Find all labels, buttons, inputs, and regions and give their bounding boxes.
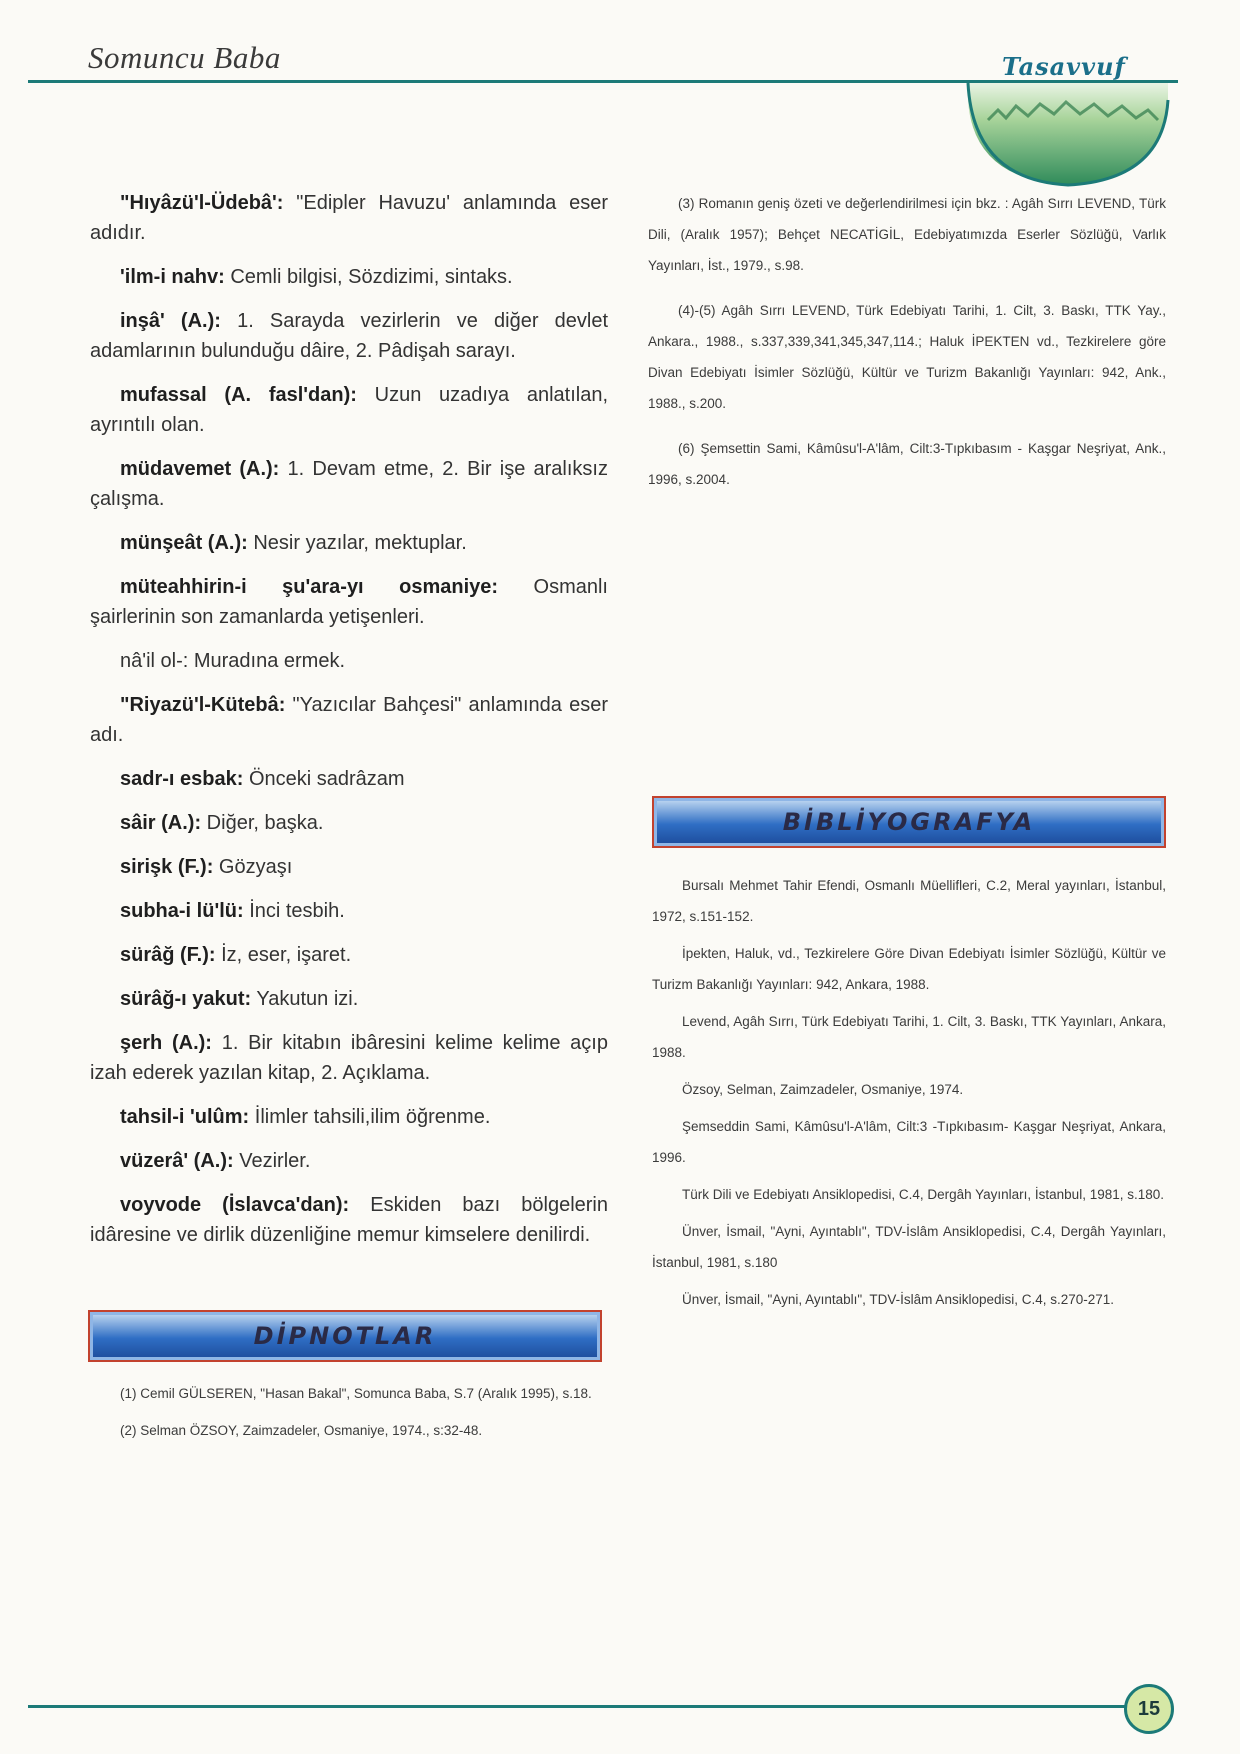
magazine-title: Somuncu Baba [88, 40, 281, 75]
glossary-definition: 1. Bir kitabın ibâresini kelime kelime açıp izah ederek yazılan kitap, 2. Açıklama. [90, 1032, 608, 1084]
glossary-entry [90, 896, 608, 926]
dipnotlar-list [90, 1378, 608, 1452]
bibliography-item: Ünver, İsmail, "Ayni, Ayıntablı", TDV-İslâm Ansiklopedisi, C.4, Dergâh Yayınları, İstanbul, 1981, s.180 [652, 1224, 1166, 1270]
glossary-definition: Diğer, başka. [201, 812, 324, 834]
glossary-term: müdavemet (A.): [120, 458, 280, 480]
left-column [90, 188, 608, 1264]
glossary-entry [90, 454, 608, 514]
glossary-entry [90, 940, 608, 970]
glossary-term: sürâğ-ı yakut: [120, 988, 252, 1010]
glossary-term: sadr-ı esbak: [120, 768, 244, 790]
glossary-term: "Riyazü'l-Kütebâ: [120, 694, 286, 716]
glossary-entry [90, 1146, 608, 1176]
glossary-definition: Gözyaşı [213, 856, 293, 878]
glossary-definition: İnci tesbih. [243, 900, 345, 922]
glossary-entry [90, 380, 608, 440]
glossary-entry [90, 984, 608, 1014]
glossary-definition: 1. Devam etme, 2. Bir işe aralıksız çalışma. [90, 458, 608, 510]
glossary-term: şerh (A.): [120, 1032, 212, 1054]
bibliography-item: Bursalı Mehmet Tahir Efendi, Osmanlı Müellifleri, C.2, Meral yayınları, İstanbul, 1972, s.151-152. [652, 878, 1166, 924]
glossary-definition: Vezirler. [233, 1150, 311, 1172]
glossary-definition: Cemli bilgisi, Sözdizimi, sintaks. [224, 266, 513, 288]
footnote-6: (6) Şemsettin Sami, Kâmûsu'l-A'lâm, Cilt:3-Tıpkıbasım - Kaşgar Neşriyat, Ank., 1996, s.2004. [648, 441, 1166, 487]
glossary-definition: "Edipler Havuzu' anlamında eser adıdır. [90, 192, 608, 244]
bibliography-item: İpekten, Haluk, vd., Tezkirelere Göre Divan Edebiyatı İsimler Sözlüğü, Kültür ve Turizm Bakanlığı Yayınları: 942, Ankara, 1988. [652, 946, 1166, 992]
glossary-entry [90, 188, 608, 248]
glossary-definition: Osmanlı şairlerinin son zamanlarda yetişenleri. [90, 576, 608, 628]
glossary-definition: İz, eser, işaret. [215, 944, 352, 966]
glossary-entry [90, 690, 608, 750]
right-column [648, 188, 1166, 501]
glossary-definition: 1. Sarayda vezirlerin ve diğer devlet adamlarının bulunduğu dâire, 2. Pâdişah sarayı. [90, 310, 609, 362]
glossary-entry [90, 572, 608, 632]
bibliyografya-list [652, 870, 1166, 1321]
glossary-entry [90, 764, 608, 794]
glossary-list [90, 188, 608, 1250]
glossary-entry [90, 1102, 608, 1132]
glossary-definition: İlimler tahsili,ilim öğrenme. [249, 1106, 491, 1128]
glossary-term: inşâ' (A.): [120, 310, 221, 332]
bibliography-item: Levend, Agâh Sırrı, Türk Edebiyatı Tarihi, 1. Cilt, 3. Baskı, TTK Yayınları, Ankara, 1988. [652, 1014, 1166, 1060]
glossary-entry [90, 1028, 608, 1088]
page-number: 15 [1124, 1684, 1174, 1734]
dipnotlar-heading: DİPNOTLAR [253, 1322, 437, 1350]
bibliyografya-heading: BİBLİYOGRAFYA [782, 808, 1036, 836]
section-label: Tasavvuf [1002, 52, 1126, 81]
glossary-entry [90, 528, 608, 558]
glossary-entry [90, 852, 608, 882]
glossary-definition: nâ'il ol-: Muradına ermek. [120, 650, 346, 672]
glossary-term: subha-i lü'lü: [120, 900, 244, 922]
footnote-1: (1) Cemil GÜLSEREN, "Hasan Bakal", Somunca Baba, S.7 (Aralık 1995), s.18. [120, 1386, 592, 1401]
glossary-definition: "Yazıcılar Bahçesi" anlamında eser adı. [90, 694, 608, 746]
glossary-term: voyvode (İslavca'dan): [120, 1194, 350, 1216]
glossary-term: 'ilm-i nahv: [120, 266, 225, 288]
bibliography-item: Özsoy, Selman, Zaimzadeler, Osmaniye, 1974. [682, 1082, 964, 1097]
footer-rule [28, 1705, 1158, 1708]
glossary-term: sirişk (F.): [120, 856, 214, 878]
glossary-definition: Eskiden bazı bölgelerin idâresine ve dirlik düzenliğine memur kimselere denilirdi. [90, 1194, 608, 1246]
glossary-entry [90, 262, 608, 292]
glossary-term: münşeât (A.): [120, 532, 248, 554]
bibliography-item: Ünver, İsmail, "Ayni, Ayıntablı", TDV-İslâm Ansiklopedisi, C.4, s.270-271. [682, 1292, 1115, 1307]
glossary-entry [90, 646, 608, 676]
dipnotlar-heading-bar [88, 1310, 602, 1362]
glossary-term: "Hıyâzü'l-Üdebâ': [120, 192, 284, 214]
glossary-term: sürâğ (F.): [120, 944, 216, 966]
glossary-definition: Yakutun izi. [251, 988, 359, 1010]
glossary-definition: Nesir yazılar, mektuplar. [247, 532, 467, 554]
glossary-entry [90, 306, 608, 366]
bibliography-item: Türk Dili ve Edebiyatı Ansiklopedisi, C.4, Dergâh Yayınları, İstanbul, 1981, s.180. [682, 1187, 1165, 1202]
footnote-4-5: (4)-(5) Agâh Sırrı LEVEND, Türk Edebiyatı Tarihi, 1. Cilt, 3. Baskı, TTK Yay., Ankara., 1988., s.337,339,341,345,347,114.; Haluk İPEKTEN vd., Tezkirelere göre Divan Edebiyatı İsimler Sözlüğü, Kültür ve Turizm Bakanlığı Yayınları: 942, Ank., 1988., s.200. [648, 303, 1166, 411]
glossary-term: mufassal (A. fasl'dan): [120, 384, 357, 406]
glossary-definition: Önceki sadrâzam [243, 768, 405, 790]
glossary-term: sâir (A.): [120, 812, 202, 834]
glossary-entry [90, 808, 608, 838]
footnote-3: (3) Romanın geniş özeti ve değerlendirilmesi için bkz. : Agâh Sırrı LEVEND, Türk Dili, (Aralık 1957); Behçet NECATİGİL, Edebiyatımızda Eserler Sözlüğü, Varlık Yayınları, İst., 1979., s.98. [648, 196, 1166, 273]
glossary-definition: Uzun uzadıya anlatılan, ayrıntılı olan. [90, 384, 608, 436]
glossary-term: vüzerâ' (A.): [120, 1150, 234, 1172]
bibliyografya-heading-bar [652, 796, 1166, 848]
glossary-term: müteahhirin-i şu'ara-yı osmaniye: [120, 576, 499, 598]
glossary-entry [90, 1190, 608, 1250]
footnote-2: (2) Selman ÖZSOY, Zaimzadeler, Osmaniye, 1974., s:32-48. [120, 1423, 483, 1438]
bibliography-item: Şemseddin Sami, Kâmûsu'l-A'lâm, Cilt:3 -Tıpkıbasım- Kaşgar Neşriyat, Ankara, 1996. [652, 1119, 1166, 1165]
glossary-term: tahsil-i 'ulûm: [120, 1106, 250, 1128]
